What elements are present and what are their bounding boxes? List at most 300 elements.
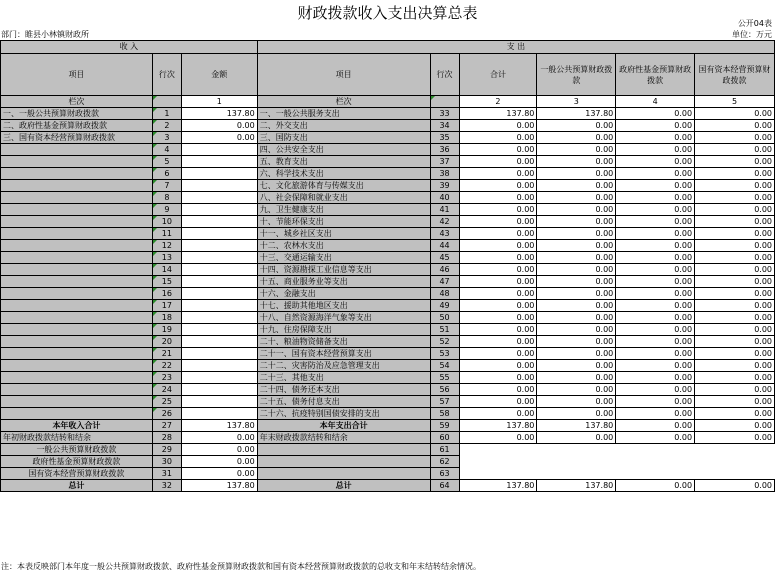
sub-fund-no: 30 xyxy=(152,456,181,468)
grand-total[interactable]: 137.80 xyxy=(459,480,537,492)
expense-total-cell[interactable]: 0.00 xyxy=(459,336,537,348)
expense-total-cell[interactable]: 0.00 xyxy=(459,228,537,240)
income-amount[interactable] xyxy=(181,252,257,264)
expense-general-cell[interactable]: 0.00 xyxy=(537,360,616,372)
sub-fund-exp-blank xyxy=(257,456,430,468)
col-exp-blank xyxy=(430,96,459,108)
expense-fund-cell[interactable]: 0.00 xyxy=(616,348,695,360)
expense-row-no: 55 xyxy=(430,372,459,384)
expense-fund-cell[interactable]: 0.00 xyxy=(616,108,695,120)
header-general: 一般公共预算财政拨款 xyxy=(537,54,616,96)
expense-item: 十九、住房保障支出 xyxy=(257,324,430,336)
expense-fund-cell[interactable]: 0.00 xyxy=(616,204,695,216)
expense-row-no: 51 xyxy=(430,324,459,336)
income-amount[interactable] xyxy=(181,264,257,276)
grand-total-state[interactable]: 0.00 xyxy=(695,480,775,492)
income-item xyxy=(1,204,153,216)
expense-general-cell[interactable]: 0.00 xyxy=(537,396,616,408)
expense-state-cell[interactable]: 0.00 xyxy=(695,264,775,276)
income-amount[interactable] xyxy=(181,240,257,252)
beginning-balance-label: 年初财政拨款结转和结余 xyxy=(1,432,153,444)
expense-row-no: 50 xyxy=(430,312,459,324)
expense-item: 四、公共安全支出 xyxy=(257,144,430,156)
col-exp-label: 栏次 xyxy=(257,96,430,108)
expense-general-cell[interactable]: 0.00 xyxy=(537,240,616,252)
income-total-label: 本年收入合计 xyxy=(1,420,153,432)
expense-total-cell[interactable]: 0.00 xyxy=(459,300,537,312)
beginning-balance-no: 28 xyxy=(152,432,181,444)
expense-total-cell[interactable]: 0.00 xyxy=(459,144,537,156)
expense-state-cell[interactable]: 0.00 xyxy=(695,144,775,156)
beginning-balance-amount[interactable]: 0.00 xyxy=(181,432,257,444)
expense-fund-cell[interactable]: 0.00 xyxy=(616,300,695,312)
income-amount[interactable]: 0.00 xyxy=(181,120,257,132)
income-item xyxy=(1,324,153,336)
income-row-no: 1 xyxy=(152,108,181,120)
income-item: 二、政府性基金预算财政拨款 xyxy=(1,120,153,132)
expense-total-cell[interactable]: 0.00 xyxy=(459,216,537,228)
sub-fund-amount[interactable]: 0.00 xyxy=(181,456,257,468)
income-amount[interactable] xyxy=(181,156,257,168)
expense-item: 十七、援助其他地区支出 xyxy=(257,300,430,312)
income-row-no: 8 xyxy=(152,192,181,204)
expense-total-cell[interactable]: 0.00 xyxy=(459,240,537,252)
table-row xyxy=(1,336,775,348)
expense-item: 八、社会保障和就业支出 xyxy=(257,192,430,204)
expense-general-cell[interactable]: 0.00 xyxy=(537,228,616,240)
expense-general-cell[interactable]: 0.00 xyxy=(537,336,616,348)
expense-general-cell[interactable]: 0.00 xyxy=(537,408,616,420)
expense-total-cell[interactable]: 0.00 xyxy=(459,132,537,144)
income-item xyxy=(1,384,153,396)
table-row xyxy=(1,156,775,168)
income-amount[interactable] xyxy=(181,192,257,204)
sub-general-amount[interactable]: 0.00 xyxy=(181,444,257,456)
expense-fund-cell[interactable]: 0.00 xyxy=(616,312,695,324)
header-row-no: 行次 xyxy=(152,54,181,96)
expense-item: 十三、交通运输支出 xyxy=(257,252,430,264)
expense-row-no: 52 xyxy=(430,336,459,348)
income-item xyxy=(1,216,153,228)
expense-total-general[interactable]: 137.80 xyxy=(537,420,616,432)
expense-state-cell[interactable]: 0.00 xyxy=(695,108,775,120)
grand-total-exp-no: 64 xyxy=(430,480,459,492)
expense-state-cell[interactable]: 0.00 xyxy=(695,204,775,216)
income-amount[interactable] xyxy=(181,180,257,192)
table-row xyxy=(1,120,775,132)
expense-fund-cell[interactable]: 0.00 xyxy=(616,408,695,420)
income-item xyxy=(1,168,153,180)
header-fund: 政府性基金预算财政拨款 xyxy=(616,54,695,96)
ending-balance-total[interactable]: 0.00 xyxy=(459,432,537,444)
expense-state-cell[interactable]: 0.00 xyxy=(695,360,775,372)
income-row-no: 19 xyxy=(152,324,181,336)
header-item: 项目 xyxy=(1,54,153,96)
income-row-no: 2 xyxy=(152,120,181,132)
expense-fund-cell[interactable]: 0.00 xyxy=(616,324,695,336)
expense-fund-cell[interactable]: 0.00 xyxy=(616,192,695,204)
table-row xyxy=(1,300,775,312)
sub-general-no: 29 xyxy=(152,444,181,456)
income-row-no: 13 xyxy=(152,252,181,264)
expense-general-cell[interactable]: 0.00 xyxy=(537,132,616,144)
sub-state-no: 31 xyxy=(152,468,181,480)
expense-state-cell[interactable]: 0.00 xyxy=(695,348,775,360)
expense-total-cell[interactable]: 0.00 xyxy=(459,156,537,168)
expense-state-cell[interactable]: 0.00 xyxy=(695,168,775,180)
expense-total-cell[interactable]: 0.00 xyxy=(459,312,537,324)
income-amount[interactable] xyxy=(181,168,257,180)
expense-row-no: 43 xyxy=(430,228,459,240)
income-item: 一、一般公共预算财政拨款 xyxy=(1,108,153,120)
table-row xyxy=(1,360,775,372)
footnote: 注：本表反映部门本年度一般公共预算财政拨款、政府性基金预算财政拨款和国有资本经营预算财政拨款的总收支和年末结转结余情况。 xyxy=(1,562,481,571)
table-row xyxy=(1,228,775,240)
expense-fund-cell[interactable]: 0.00 xyxy=(616,156,695,168)
expense-row-no: 39 xyxy=(430,180,459,192)
expense-state-cell[interactable]: 0.00 xyxy=(695,372,775,384)
grand-total-amount[interactable]: 137.80 xyxy=(181,480,257,492)
income-amount[interactable]: 137.80 xyxy=(181,108,257,120)
expense-row-no: 41 xyxy=(430,204,459,216)
expense-state-cell[interactable]: 0.00 xyxy=(695,276,775,288)
expense-row-no: 46 xyxy=(430,264,459,276)
income-amount[interactable] xyxy=(181,312,257,324)
income-amount[interactable] xyxy=(181,216,257,228)
expense-row-no: 34 xyxy=(430,120,459,132)
income-item xyxy=(1,348,153,360)
income-row-no: 18 xyxy=(152,312,181,324)
expense-fund-cell[interactable]: 0.00 xyxy=(616,168,695,180)
expense-total-cell[interactable]: 0.00 xyxy=(459,372,537,384)
expense-fund-cell[interactable]: 0.00 xyxy=(616,180,695,192)
income-section-header: 收 入 xyxy=(1,41,258,54)
table-row xyxy=(1,180,775,192)
expense-state-cell[interactable]: 0.00 xyxy=(695,252,775,264)
sub-state-exp-blank xyxy=(257,468,430,480)
unit-label: 单位：万元 xyxy=(732,30,772,39)
expense-fund-cell[interactable]: 0.00 xyxy=(616,144,695,156)
income-item xyxy=(1,312,153,324)
income-row-no: 15 xyxy=(152,276,181,288)
grand-total-fund[interactable]: 0.00 xyxy=(616,480,695,492)
expense-general-cell[interactable]: 0.00 xyxy=(537,384,616,396)
table-row xyxy=(1,348,775,360)
expense-row-no: 44 xyxy=(430,240,459,252)
page-title: 财政拨款收入支出决算总表 xyxy=(297,4,478,22)
col-4: 4 xyxy=(616,96,695,108)
income-amount[interactable] xyxy=(181,204,257,216)
expense-total-cell[interactable]: 0.00 xyxy=(459,120,537,132)
income-item xyxy=(1,180,153,192)
expense-row-no: 38 xyxy=(430,168,459,180)
expense-general-cell[interactable]: 0.00 xyxy=(537,276,616,288)
expense-fund-cell[interactable]: 0.00 xyxy=(616,228,695,240)
sub-general-label: 一般公共预算财政拨款 xyxy=(1,444,153,456)
expense-item: 二十一、国有资本经营预算支出 xyxy=(257,348,430,360)
grand-total-exp-label: 总计 xyxy=(257,480,430,492)
income-item xyxy=(1,396,153,408)
income-amount[interactable] xyxy=(181,348,257,360)
expense-row-no: 45 xyxy=(430,252,459,264)
expense-state-cell[interactable]: 0.00 xyxy=(695,180,775,192)
income-item xyxy=(1,240,153,252)
expense-general-cell[interactable]: 0.00 xyxy=(537,216,616,228)
income-amount[interactable] xyxy=(181,396,257,408)
income-item xyxy=(1,228,153,240)
expense-total-cell[interactable]: 0.00 xyxy=(459,252,537,264)
expense-general-cell[interactable]: 0.00 xyxy=(537,324,616,336)
table-row xyxy=(1,132,775,144)
income-amount[interactable] xyxy=(181,360,257,372)
expense-fund-cell[interactable]: 0.00 xyxy=(616,120,695,132)
expense-state-cell[interactable]: 0.00 xyxy=(695,300,775,312)
expense-state-cell[interactable]: 0.00 xyxy=(695,384,775,396)
ending-balance-fund[interactable]: 0.00 xyxy=(616,432,695,444)
income-row-no: 24 xyxy=(152,384,181,396)
expense-section-header: 支 出 xyxy=(257,41,774,54)
expense-fund-cell[interactable]: 0.00 xyxy=(616,132,695,144)
header-state: 国有资本经营预算财政拨款 xyxy=(695,54,775,96)
expense-total-cell[interactable]: 0.00 xyxy=(459,288,537,300)
expense-fund-cell[interactable]: 0.00 xyxy=(616,396,695,408)
income-amount[interactable] xyxy=(181,372,257,384)
income-row-no: 5 xyxy=(152,156,181,168)
ending-balance-label: 年末财政拨款结转和结余 xyxy=(257,432,430,444)
table-row xyxy=(1,372,775,384)
col-blank xyxy=(152,96,181,108)
income-row-no: 16 xyxy=(152,288,181,300)
header-exp-row-no: 行次 xyxy=(430,54,459,96)
expense-total-cell[interactable]: 0.00 xyxy=(459,180,537,192)
income-row-no: 10 xyxy=(152,216,181,228)
expense-total-cell[interactable]: 0.00 xyxy=(459,348,537,360)
income-row-no: 14 xyxy=(152,264,181,276)
expense-general-cell[interactable]: 0.00 xyxy=(537,312,616,324)
col-2: 2 xyxy=(459,96,537,108)
income-row-no: 4 xyxy=(152,144,181,156)
expense-state-cell[interactable]: 0.00 xyxy=(695,312,775,324)
expense-total-cell[interactable]: 0.00 xyxy=(459,360,537,372)
sub-fund-exp-fill xyxy=(459,456,774,468)
income-row-no: 11 xyxy=(152,228,181,240)
expense-row-no: 36 xyxy=(430,144,459,156)
expense-state-cell[interactable]: 0.00 xyxy=(695,132,775,144)
table-row xyxy=(1,108,775,120)
income-amount[interactable] xyxy=(181,384,257,396)
sub-fund-exp-no: 62 xyxy=(430,456,459,468)
sub-general-exp-blank xyxy=(257,444,430,456)
expense-fund-cell[interactable]: 0.00 xyxy=(616,288,695,300)
expense-state-cell[interactable]: 0.00 xyxy=(695,120,775,132)
expense-general-cell[interactable]: 0.00 xyxy=(537,348,616,360)
ending-balance-general[interactable]: 0.00 xyxy=(537,432,616,444)
expense-item: 一、一般公共服务支出 xyxy=(257,108,430,120)
income-item xyxy=(1,192,153,204)
income-row-no: 3 xyxy=(152,132,181,144)
expense-item: 二十六、抗疫特别国债安排的支出 xyxy=(257,408,430,420)
expense-item: 二十五、债务付息支出 xyxy=(257,396,430,408)
income-row-no: 12 xyxy=(152,240,181,252)
expense-fund-cell[interactable]: 0.00 xyxy=(616,240,695,252)
table-row xyxy=(1,264,775,276)
expense-state-cell[interactable]: 0.00 xyxy=(695,336,775,348)
income-item xyxy=(1,408,153,420)
expense-state-cell[interactable]: 0.00 xyxy=(695,216,775,228)
expense-item: 五、教育支出 xyxy=(257,156,430,168)
expense-item: 二十三、其他支出 xyxy=(257,372,430,384)
expense-row-no: 33 xyxy=(430,108,459,120)
expense-total-fund[interactable]: 0.00 xyxy=(616,420,695,432)
expense-general-cell[interactable]: 137.80 xyxy=(537,108,616,120)
income-item xyxy=(1,336,153,348)
sub-general-exp-fill xyxy=(459,444,774,456)
expense-total[interactable]: 137.80 xyxy=(459,420,537,432)
expense-fund-cell[interactable]: 0.00 xyxy=(616,264,695,276)
expense-total-cell[interactable]: 0.00 xyxy=(459,324,537,336)
expense-general-cell[interactable]: 0.00 xyxy=(537,192,616,204)
col-5: 5 xyxy=(695,96,775,108)
income-row-no: 23 xyxy=(152,372,181,384)
expense-state-cell[interactable]: 0.00 xyxy=(695,324,775,336)
expense-fund-cell[interactable]: 0.00 xyxy=(616,372,695,384)
expense-item: 九、卫生健康支出 xyxy=(257,204,430,216)
expense-item: 二十、粮油物资储备支出 xyxy=(257,336,430,348)
income-row-no: 22 xyxy=(152,360,181,372)
expense-row-no: 56 xyxy=(430,384,459,396)
expense-state-cell[interactable]: 0.00 xyxy=(695,156,775,168)
income-row-no: 20 xyxy=(152,336,181,348)
income-row-no: 17 xyxy=(152,300,181,312)
sub-state-amount[interactable]: 0.00 xyxy=(181,468,257,480)
income-amount[interactable] xyxy=(181,144,257,156)
department-label: 部门：睢县小林镇财政所 xyxy=(1,30,89,39)
expense-total-cell[interactable]: 0.00 xyxy=(459,264,537,276)
sub-state-label: 国有资本经营预算财政拨款 xyxy=(1,468,153,480)
expense-general-cell[interactable]: 0.00 xyxy=(537,252,616,264)
expense-general-cell[interactable]: 0.00 xyxy=(537,168,616,180)
income-row-no: 21 xyxy=(152,348,181,360)
income-item xyxy=(1,276,153,288)
expense-general-cell[interactable]: 0.00 xyxy=(537,372,616,384)
income-amount[interactable] xyxy=(181,324,257,336)
expense-general-cell[interactable]: 0.00 xyxy=(537,264,616,276)
table-row xyxy=(1,276,775,288)
expense-item: 二十二、灾害防治及应急管理支出 xyxy=(257,360,430,372)
income-amount[interactable] xyxy=(181,288,257,300)
income-row-no: 7 xyxy=(152,180,181,192)
income-total-amount[interactable]: 137.80 xyxy=(181,420,257,432)
table-row xyxy=(1,384,775,396)
expense-total-cell[interactable]: 0.00 xyxy=(459,168,537,180)
table-row xyxy=(1,396,775,408)
income-row-no: 6 xyxy=(152,168,181,180)
expense-total-cell[interactable]: 0.00 xyxy=(459,396,537,408)
table-row xyxy=(1,312,775,324)
col-1: 1 xyxy=(181,96,257,108)
expense-state-cell[interactable]: 0.00 xyxy=(695,408,775,420)
expense-fund-cell[interactable]: 0.00 xyxy=(616,252,695,264)
expense-item: 十六、金融支出 xyxy=(257,288,430,300)
expense-row-no: 48 xyxy=(430,288,459,300)
expense-state-cell[interactable]: 0.00 xyxy=(695,192,775,204)
expense-total-cell[interactable]: 0.00 xyxy=(459,204,537,216)
income-amount[interactable] xyxy=(181,228,257,240)
expense-row-no: 54 xyxy=(430,360,459,372)
sub-state-exp-no: 63 xyxy=(430,468,459,480)
income-item xyxy=(1,252,153,264)
expense-state-cell[interactable]: 0.00 xyxy=(695,240,775,252)
expense-row-no: 53 xyxy=(430,348,459,360)
expense-item: 十一、城乡社区支出 xyxy=(257,228,430,240)
grand-total-no: 32 xyxy=(152,480,181,492)
income-item xyxy=(1,156,153,168)
income-amount[interactable] xyxy=(181,276,257,288)
col-3: 3 xyxy=(537,96,616,108)
expense-general-cell[interactable]: 0.00 xyxy=(537,120,616,132)
header-amount: 金额 xyxy=(181,54,257,96)
income-amount[interactable] xyxy=(181,408,257,420)
expense-general-cell[interactable]: 0.00 xyxy=(537,156,616,168)
expense-general-cell[interactable]: 0.00 xyxy=(537,204,616,216)
expense-item: 十五、商业服务业等支出 xyxy=(257,276,430,288)
table-row xyxy=(1,192,775,204)
sub-state-exp-fill xyxy=(459,468,774,480)
sub-general-exp-no: 61 xyxy=(430,444,459,456)
expense-fund-cell[interactable]: 0.00 xyxy=(616,276,695,288)
header-total: 合计 xyxy=(459,54,537,96)
income-amount[interactable] xyxy=(181,300,257,312)
income-total-no: 27 xyxy=(152,420,181,432)
expense-state-cell[interactable]: 0.00 xyxy=(695,228,775,240)
expense-fund-cell[interactable]: 0.00 xyxy=(616,384,695,396)
expense-fund-cell[interactable]: 0.00 xyxy=(616,216,695,228)
expense-total-cell[interactable]: 0.00 xyxy=(459,276,537,288)
expense-fund-cell[interactable]: 0.00 xyxy=(616,360,695,372)
expense-total-cell[interactable]: 137.80 xyxy=(459,108,537,120)
expense-general-cell[interactable]: 0.00 xyxy=(537,300,616,312)
expense-general-cell[interactable]: 0.00 xyxy=(537,288,616,300)
summary-table xyxy=(0,40,775,492)
ending-balance-state[interactable]: 0.00 xyxy=(695,432,775,444)
income-amount[interactable]: 0.00 xyxy=(181,132,257,144)
ending-balance-no: 60 xyxy=(430,432,459,444)
table-row xyxy=(1,240,775,252)
grand-total-label: 总计 xyxy=(1,480,153,492)
expense-general-cell[interactable]: 0.00 xyxy=(537,144,616,156)
income-amount[interactable] xyxy=(181,336,257,348)
expense-total-state[interactable]: 0.00 xyxy=(695,420,775,432)
expense-item: 七、文化旅游体育与传媒支出 xyxy=(257,180,430,192)
expense-state-cell[interactable]: 0.00 xyxy=(695,288,775,300)
income-item xyxy=(1,300,153,312)
expense-row-no: 42 xyxy=(430,216,459,228)
table-row xyxy=(1,288,775,300)
grand-total-general[interactable]: 137.80 xyxy=(537,480,616,492)
expense-state-cell[interactable]: 0.00 xyxy=(695,396,775,408)
expense-item: 二、外交支出 xyxy=(257,120,430,132)
expense-item: 三、国防支出 xyxy=(257,132,430,144)
expense-general-cell[interactable]: 0.00 xyxy=(537,180,616,192)
expense-fund-cell[interactable]: 0.00 xyxy=(616,336,695,348)
header-exp-item: 项目 xyxy=(257,54,430,96)
income-row-no: 26 xyxy=(152,408,181,420)
table-row xyxy=(1,216,775,228)
expense-row-no: 37 xyxy=(430,156,459,168)
expense-total-cell[interactable]: 0.00 xyxy=(459,384,537,396)
expense-total-cell[interactable]: 0.00 xyxy=(459,192,537,204)
expense-total-cell[interactable]: 0.00 xyxy=(459,408,537,420)
